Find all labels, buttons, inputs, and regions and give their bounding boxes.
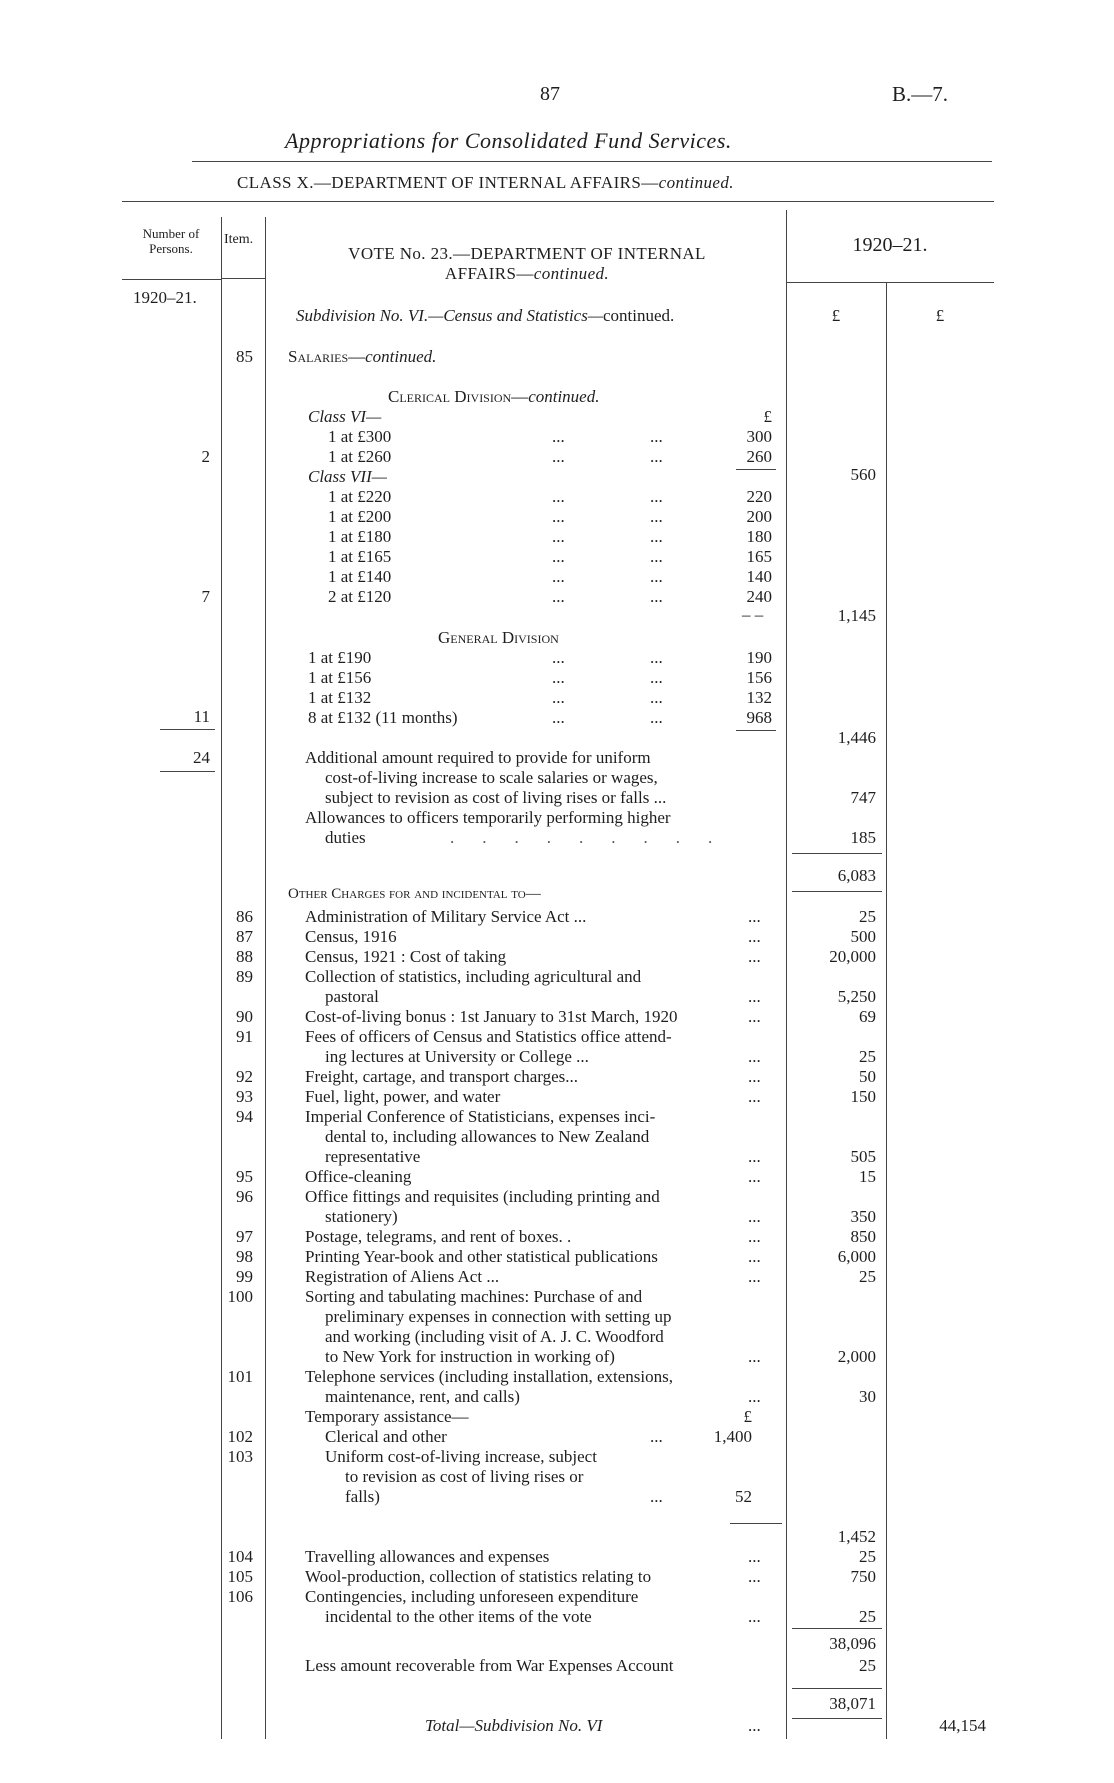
document-reference: B.—7. bbox=[892, 82, 949, 106]
charge-amount: 750 bbox=[850, 1567, 876, 1586]
salaries-total: 6,083 bbox=[837, 866, 876, 885]
charge-description: falls) bbox=[345, 1487, 380, 1506]
charge-item-number: 96 bbox=[236, 1187, 253, 1206]
charge-description: Office fittings and requisites (including printing and bbox=[305, 1187, 660, 1206]
charge-description: to revision as cost of living rises or bbox=[345, 1467, 584, 1486]
charge-amount: 850 bbox=[850, 1227, 876, 1246]
temporary-assistance-heading: Temporary assistance— bbox=[305, 1407, 469, 1426]
pound-sign-2: £ bbox=[935, 306, 945, 325]
temporary-total: 1,452 bbox=[837, 1527, 876, 1546]
charge-item-number: 87 bbox=[236, 927, 253, 946]
charge-description: Fees of officers of Census and Statistics office attend- bbox=[305, 1027, 672, 1046]
salary-row-amount: 200 bbox=[746, 507, 772, 526]
salary-row-text: 1 at £190 bbox=[308, 648, 372, 667]
charge-amount: 6,000 bbox=[837, 1247, 876, 1266]
class-6-label: Class VI— bbox=[308, 407, 382, 426]
persons-year: 1920–21. bbox=[133, 288, 197, 307]
charge-description: and working (including visit of A. J. C. Woodford bbox=[325, 1327, 664, 1346]
charge-description: Registration of Aliens Act ... bbox=[305, 1267, 500, 1286]
charge-description: Travelling allowances and expenses bbox=[305, 1547, 550, 1566]
charge-item-number: 92 bbox=[236, 1067, 253, 1086]
charge-item-number: 100 bbox=[227, 1287, 253, 1306]
class-6-total: 560 bbox=[850, 465, 876, 484]
vote-title: VOTE No. 23.—DEPARTMENT OF INTERNAL AFFAIRS—continued. bbox=[348, 244, 706, 283]
charge-amount: 2,000 bbox=[837, 1347, 876, 1366]
salary-row-text: 2 at £120 bbox=[328, 587, 392, 606]
allowances-text: Allowances to officers temporarily performing higher duties bbox=[305, 808, 671, 847]
persons-class-7: 7 bbox=[201, 587, 210, 606]
salary-row-amount: 220 bbox=[746, 487, 772, 506]
charge-description: Office-cleaning bbox=[305, 1167, 412, 1186]
charge-amount: 5,250 bbox=[837, 987, 876, 1006]
item-column-header: Item. bbox=[224, 232, 254, 247]
charge-amount: 350 bbox=[850, 1207, 876, 1226]
charge-amount: 505 bbox=[850, 1147, 876, 1166]
additional-amount: 747 bbox=[850, 788, 876, 807]
clerical-division-heading: Clerical Division—continued. bbox=[388, 387, 600, 406]
charge-description: pastoral bbox=[325, 987, 379, 1006]
charge-description: Imperial Conference of Statisticians, expenses inci- bbox=[305, 1107, 656, 1126]
charge-amount: 50 bbox=[859, 1067, 876, 1086]
charge-item-number: 91 bbox=[236, 1027, 253, 1046]
less-recoverable-text: Less amount recoverable from War Expenses Account bbox=[305, 1656, 674, 1675]
charge-item-number: 97 bbox=[236, 1227, 253, 1246]
charge-description: ing lectures at University or College ... bbox=[325, 1047, 589, 1066]
charge-amount: 25 bbox=[859, 1267, 876, 1286]
charge-item-number: 90 bbox=[236, 1007, 253, 1026]
charge-description: Census, 1921 : Cost of taking bbox=[305, 947, 507, 966]
final-total-amount: 44,154 bbox=[939, 1716, 986, 1735]
persons-column-header: Number of Persons. bbox=[142, 226, 200, 256]
allowances-amount: 185 bbox=[850, 828, 876, 847]
charge-amount: 25 bbox=[859, 1547, 876, 1566]
charge-amount: 30 bbox=[859, 1387, 876, 1406]
charge-description: Fuel, light, power, and water bbox=[305, 1087, 501, 1106]
charge-description: Clerical and other bbox=[325, 1427, 447, 1446]
charge-item-number: 105 bbox=[227, 1567, 253, 1586]
additional-amount-text: Additional amount required to provide for uniform cost-of-living increase to scale salaries or wages, subject to revision as cost of living rises or falls ... bbox=[305, 748, 667, 807]
salaries-heading: Salaries—continued. bbox=[288, 347, 437, 366]
salary-row-text: 1 at £180 bbox=[328, 527, 392, 546]
charge-item-number: 93 bbox=[236, 1087, 253, 1106]
salary-row-amount: 180 bbox=[746, 527, 772, 546]
persons-general: 11 bbox=[193, 707, 210, 726]
charge-description: Census, 1916 bbox=[305, 927, 397, 946]
salary-row-amount: 260 bbox=[746, 447, 772, 466]
charge-description: Cost-of-living bonus : 1st January to 31st March, 1920 bbox=[305, 1007, 678, 1026]
general-total: 1,446 bbox=[837, 728, 876, 747]
salary-row-amount: 156 bbox=[746, 668, 772, 687]
salary-row-text: 1 at £156 bbox=[308, 668, 372, 687]
final-total-label: Total—Subdivision No. VI bbox=[425, 1716, 603, 1735]
charge-item-number: 101 bbox=[227, 1367, 253, 1386]
charge-description: Printing Year-book and other statistical publications bbox=[305, 1247, 658, 1266]
salary-row-text: 1 at £300 bbox=[328, 427, 392, 446]
charge-description: Telephone services (including installation, extensions, bbox=[305, 1367, 673, 1386]
salary-row-text: 1 at £200 bbox=[328, 507, 392, 526]
item-85: 85 bbox=[236, 347, 253, 366]
charge-description: Freight, cartage, and transport charges... bbox=[305, 1067, 579, 1086]
class-7-label: Class VII— bbox=[308, 467, 387, 486]
charge-description: dental to, including allowances to New Zealand bbox=[325, 1127, 650, 1146]
salary-row-amount: 190 bbox=[746, 648, 772, 667]
charge-item-number: 94 bbox=[236, 1107, 253, 1126]
subdivision-heading: Subdivision No. VI.—Census and Statistics—continued. bbox=[296, 306, 675, 325]
charge-item-number: 88 bbox=[236, 947, 253, 966]
year-column-header: 1920–21. bbox=[852, 234, 928, 256]
pound-sign-1: £ bbox=[831, 306, 841, 325]
charge-amount: 69 bbox=[859, 1007, 876, 1026]
net-total: 38,071 bbox=[829, 1694, 876, 1713]
charge-item-number: 98 bbox=[236, 1247, 253, 1266]
general-division-heading: General Division bbox=[438, 628, 559, 647]
charge-description: Contingencies, including unforeseen expenditure bbox=[305, 1587, 639, 1606]
charge-description: representative bbox=[325, 1147, 421, 1166]
page-title: Appropriations for Consolidated Fund Services. bbox=[285, 128, 732, 153]
less-recoverable-amount: 25 bbox=[859, 1656, 876, 1675]
charge-description: preliminary expenses in connection with setting up bbox=[325, 1307, 672, 1326]
gross-total: 38,096 bbox=[829, 1634, 876, 1653]
charge-amount: 25 bbox=[859, 1047, 876, 1066]
salary-row-amount: 140 bbox=[746, 567, 772, 586]
charge-item-number: 99 bbox=[236, 1267, 253, 1286]
charge-description: to New York for instruction in working of) bbox=[325, 1347, 615, 1366]
charge-amount: 25 bbox=[859, 1607, 876, 1626]
charge-item-number: 106 bbox=[227, 1587, 253, 1606]
charge-amount: 150 bbox=[850, 1087, 876, 1106]
salary-row-text: 1 at £260 bbox=[328, 447, 392, 466]
charge-item-number: 86 bbox=[236, 907, 253, 926]
salary-row-amount: 968 bbox=[746, 708, 772, 727]
charge-description: stationery) bbox=[325, 1207, 398, 1226]
charge-item-number: 103 bbox=[227, 1447, 253, 1466]
salary-row-amount: 132 bbox=[746, 688, 772, 707]
class-7-total: 1,145 bbox=[837, 606, 876, 625]
class-heading: CLASS X.—DEPARTMENT OF INTERNAL AFFAIRS—continued. bbox=[237, 173, 734, 192]
charge-description: maintenance, rent, and calls) bbox=[325, 1387, 520, 1406]
salary-row-amount: 300 bbox=[746, 427, 772, 446]
persons-class-6: 2 bbox=[201, 447, 210, 466]
persons-total: 24 bbox=[193, 748, 210, 767]
page-number: 87 bbox=[540, 83, 560, 105]
charge-description: Uniform cost-of-living increase, subject bbox=[325, 1447, 597, 1466]
charge-amount: 500 bbox=[850, 927, 876, 946]
salary-row-amount: 240 bbox=[746, 587, 772, 606]
salary-row-text: 8 at £132 (11 months) bbox=[308, 708, 458, 727]
salary-row-text: 1 at £140 bbox=[328, 567, 392, 586]
charge-description: Sorting and tabulating machines: Purchase of and bbox=[305, 1287, 643, 1306]
temporary-amount: 52 bbox=[735, 1487, 752, 1506]
charge-description: incidental to the other items of the vote bbox=[325, 1607, 592, 1626]
charge-item-number: 102 bbox=[227, 1427, 253, 1446]
salary-row-amount: 165 bbox=[746, 547, 772, 566]
charge-description: Wool-production, collection of statistics relating to bbox=[305, 1567, 652, 1586]
charge-item-number: 89 bbox=[236, 967, 253, 986]
charge-amount: 20,000 bbox=[829, 947, 876, 966]
charge-description: Collection of statistics, including agricultural and bbox=[305, 967, 642, 986]
salary-row-text: 1 at £220 bbox=[328, 487, 392, 506]
charge-item-number: 104 bbox=[227, 1547, 253, 1566]
charge-description: Postage, telegrams, and rent of boxes. . bbox=[305, 1227, 572, 1246]
temporary-amount: 1,400 bbox=[713, 1427, 752, 1446]
clerical-pound-sign: £ bbox=[763, 407, 772, 426]
charge-amount: 15 bbox=[859, 1167, 876, 1186]
charge-item-number: 95 bbox=[236, 1167, 253, 1186]
other-charges-heading: Other Charges for and incidental to— bbox=[288, 886, 541, 902]
charge-description: Administration of Military Service Act ... bbox=[305, 907, 587, 926]
salary-row-text: 1 at £165 bbox=[328, 547, 392, 566]
temporary-pound-sign: £ bbox=[743, 1407, 752, 1426]
charge-amount: 25 bbox=[859, 907, 876, 926]
salary-row-text: 1 at £132 bbox=[308, 688, 372, 707]
